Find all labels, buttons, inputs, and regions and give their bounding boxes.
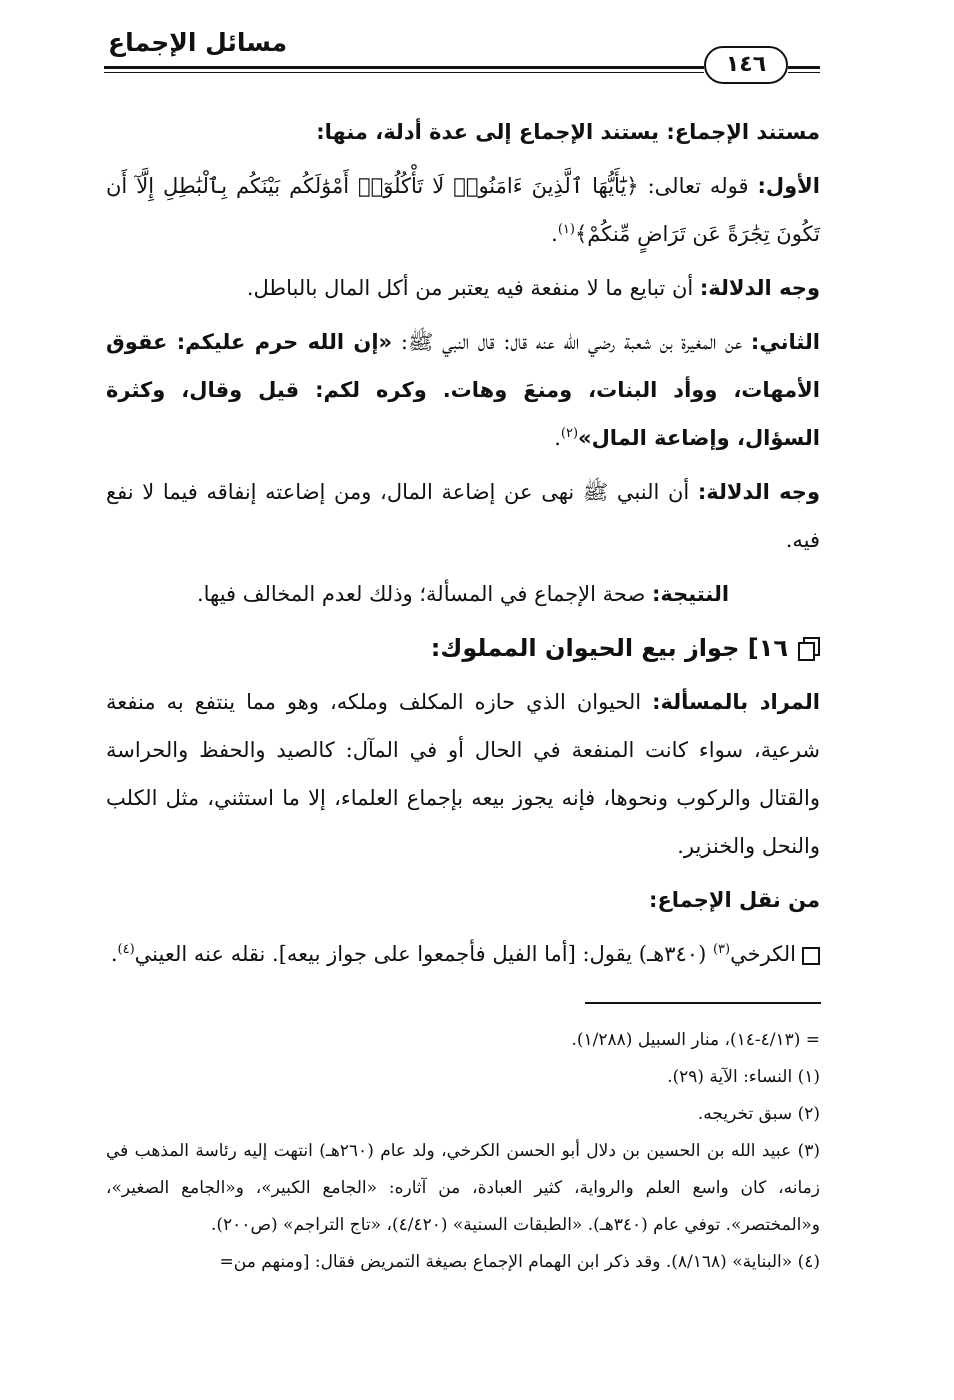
main-text	[106, 108, 820, 984]
section-heading	[106, 624, 820, 672]
paragraph-result	[106, 570, 820, 618]
indication-text: أن النبي ﷺ نهى عن إضاعة المال، ومن إضاعته إنفاقه فيما لا نفع فيه.	[106, 480, 820, 552]
paragraph-indication-1	[106, 264, 820, 312]
hadith-intro: عن المغيرة بن شعبة رضي الله عنه قال: قال النبي ﷺ:	[400, 330, 743, 354]
page-number: ١٤٦	[704, 46, 788, 84]
label-indication: وجه الدلالة:	[699, 276, 820, 300]
label-meaning: المراد بالمسألة:	[652, 690, 820, 714]
footnotes	[106, 1022, 820, 1281]
period: .	[110, 942, 118, 966]
footnote-3: (٣) عبيد الله بن الحسين بن دلال أبو الحسن الكرخي، ولد عام (٢٦٠هـ) انتهت إليه رئاسة المذهب في زمانه، كان واسع العلم والرواية، كثير العبادة، من آثاره: «الجامع الكبير»، و«الجامع الصغير»، و«المختصر». توفي عام (٣٤٠هـ). «الطبقات السنية» (٤/٤٢٠)، «تاج التراجم» (ص٢٠٠).	[106, 1141, 820, 1235]
footnote-ref: (١)	[557, 222, 575, 237]
running-header-title: مسائل الإجماع	[108, 28, 288, 57]
label-first: الأول:	[757, 174, 820, 198]
header-rule	[104, 66, 704, 69]
label-indication: وجه الدلالة:	[697, 480, 820, 504]
header-rule	[788, 66, 820, 69]
period: .	[554, 426, 561, 450]
footnote-continued: = (٤/١٣-١٤)، منار السبيل (١/٢٨٨).	[571, 1030, 820, 1050]
karkhi-name: الكرخي	[730, 942, 796, 966]
section-heading-text: ١٦] جواز بيع الحيوان المملوك:	[430, 634, 788, 662]
label-second: الثاني:	[750, 330, 820, 354]
paragraph-evidence-intro: مستند الإجماع: يستند الإجماع إلى عدة أدلة، منها:	[316, 120, 820, 144]
header-rule	[104, 72, 704, 73]
period: .	[551, 222, 558, 246]
result-text: صحة الإجماع في المسألة؛ وذلك لعدم المخالف فيها.	[196, 582, 646, 606]
karkhi-text: (٣٤٠هـ) يقول: [أما الفيل فأجمعوا على جواز بيعه]. نقله عنه العيني	[134, 942, 707, 966]
hadith-quote: «إن الله حرم عليكم: عقوق الأمهات، ووأد البنات، ومنعَ وهات. وكره لكم: قيل وقال، وكثرة السؤال، وإضاعة المال»	[106, 330, 820, 450]
footnote-ref: (٣)	[712, 942, 731, 957]
checkbox-icon	[802, 947, 820, 965]
document-icon	[800, 637, 820, 659]
header-rule	[788, 72, 820, 73]
footnote-2: (٢) سبق تخريجه.	[697, 1104, 820, 1124]
footnote-1: (١) النساء: الآية (٢٩).	[667, 1067, 820, 1087]
meaning-text: الحيوان الذي حازه المكلف وملكه، وهو مما ينتفع به منفعة شرعية، سواء كانت المنفعة في الحال أو في المآل: كالصيد والحفظ والحراسة والقتال والركوب ونحوها، فإنه يجوز بيعه بإجماع العلماء، إلا ما استثني، مثل الكلب والنحل والخنزير.	[106, 690, 820, 858]
paragraph-indication-2	[106, 468, 820, 564]
quran-verse: قوله تعالى: ﴿يَٰٓأَيُّهَا ٱلَّذِينَ ءَامَنُوا۟ لَا تَأْكُلُوٓا۟ أَمْوَٰلَكُم بَيْنَكُم بِٱلْبَٰطِلِ إِلَّآ أَن تَكُونَ تِجَٰرَةً عَن تَرَاضٍ مِّنكُمْ﴾	[106, 174, 820, 246]
subheading-transmitters: من نقل الإجماع:	[649, 888, 820, 912]
paragraph-first-evidence	[106, 162, 820, 258]
paragraph-meaning	[106, 678, 820, 870]
footnote-4: (٤) «البناية» (٨/١٦٨). وقد ذكر ابن الهمام الإجماع بصيغة التمريض فقال: [ومنهم من=	[219, 1252, 820, 1272]
paragraph-second-evidence	[106, 318, 820, 462]
footnote-ref: (٤)	[117, 942, 135, 957]
paragraph-karkhi	[106, 930, 820, 978]
label-result: النتيجة:	[651, 582, 730, 606]
footnote-ref: (٢)	[560, 426, 579, 441]
indication-text: أن تبايع ما لا منفعة فيه يعتبر من أكل المال بالباطل.	[246, 276, 694, 300]
footnote-separator	[585, 1002, 821, 1004]
